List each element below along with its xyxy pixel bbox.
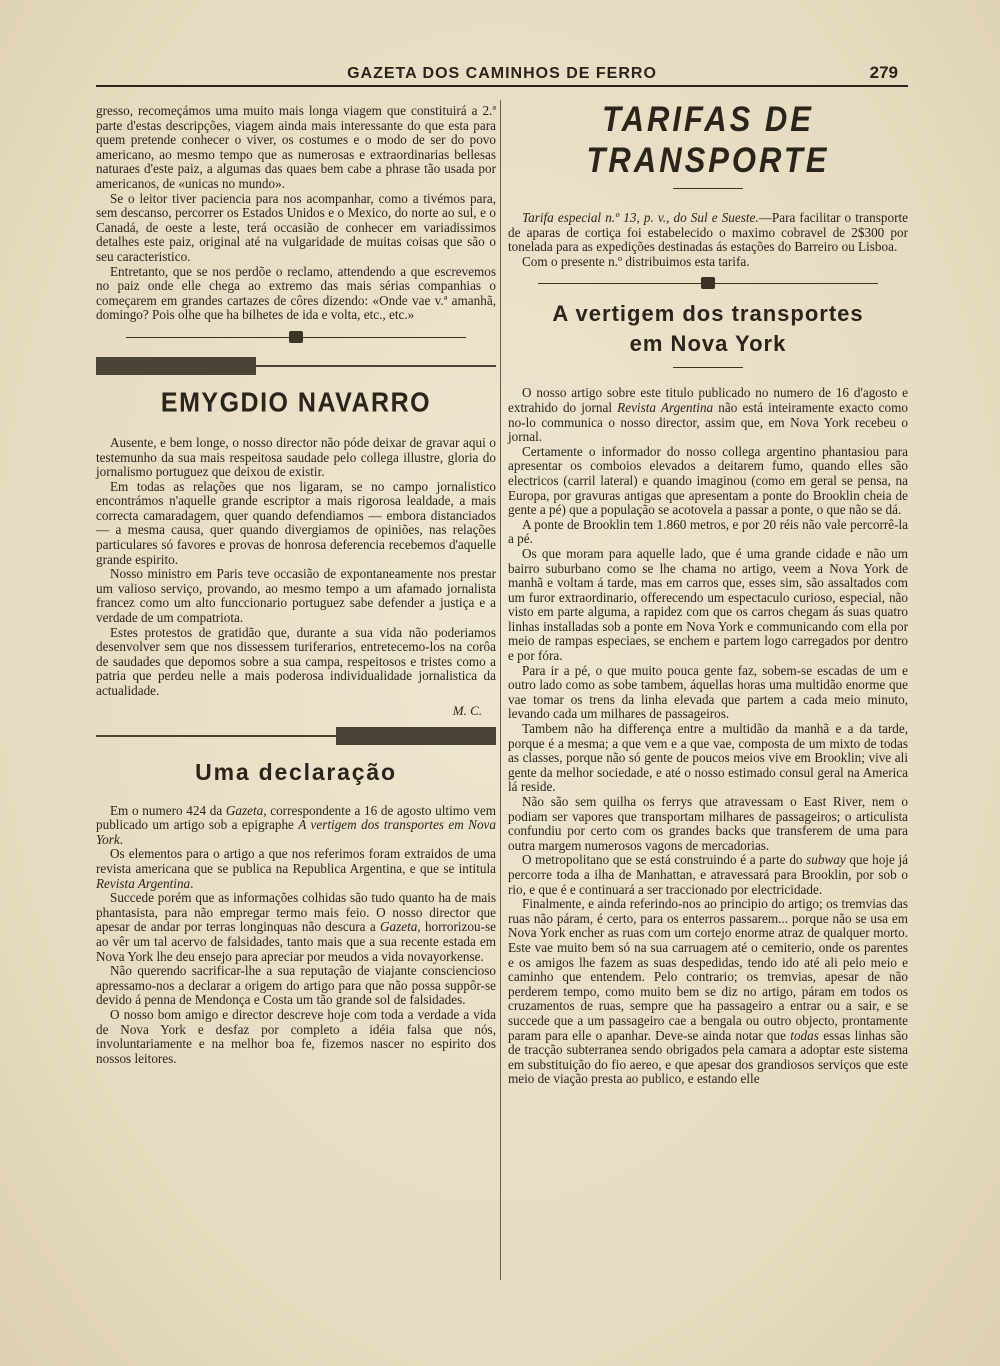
ornament-icon <box>701 277 715 289</box>
tarifas-paragraph-2: Com o presente n.º distribuimos esta tarifa. <box>522 253 750 269</box>
ornament-divider-2 <box>508 275 908 293</box>
intro-paragraph-3: Entretanto, que se nos perdõe o reclamo, attendendo a que escrevemos no paiz onde elle chega ao extremo das mais sérias companhias o começarem em grandes cartazes de côres dizendo: «Onde vae v.ª amanhã, domingo? Pois olhe que ha bilhetes de ida e volta, etc., etc.» <box>96 263 496 323</box>
signature: M. C. <box>452 702 482 718</box>
tarifas-heading: TARIFAS DE TRANSPORTE <box>586 98 830 181</box>
section-banner <box>96 353 496 379</box>
column-divider <box>500 100 501 1280</box>
ornament-divider <box>96 329 496 347</box>
emygdio-paragraph-2: Em todas as relações que nos ligaram, se no campo jornalistico encontrámos n'aquelle grande escriptor a mais rigorosa lealdade, a mais correcta camaradagem, quer quando defendiamos — embora distanciados — a mesma causa, quer quando divergiamos de opiniões, nas relações particulares só favores e provas de honrosa deferencia recebemos d'aquelle grande espirito. <box>96 478 496 567</box>
intro-paragraph-1: gresso, recomeçámos uma muito mais longa viagem que constituirá a 2.ª parte d'estas descripções, viagem ainda mais interessante do que esta para quem pretende conhecer o viver, os costumes e o modo de ser do povo americano, ao mesmo tempo que as numerosas e extraordinarias bellesas naturaes d'este paiz, a algumas das quaes bem cabe a phrase tão usada por americanos, de «unicas no mundo». <box>96 103 496 191</box>
vertigem-paragraph-8: O metropolitano que se está construindo é a parte do subway que hoje já percorre toda a ilha de Manhattan, e atravessará para Brooklin, por sob o rio, e que é e continuará a ser traccionado por electricidade. <box>508 852 908 897</box>
newspaper-title: GAZETA DOS CAMINHOS DE FERRO <box>347 65 657 82</box>
right-column <box>508 98 908 1087</box>
vertigem-heading: A vertigem dos transportes em Nova York <box>552 301 864 357</box>
declaracao-paragraph-5: O nosso bom amigo e director descreve hoje com toda a verdade a vida de Nova York e desfaz por completo a idéia falsa que nós, involuntariamente e na melhor boa fe, fizemos nascer no espirito dos nossos leitores. <box>96 1006 496 1066</box>
vertigem-paragraph-5: Para ir a pé, o que muito pouca gente faz, sobem-se escadas de um e outro lado como as sobe tambem, áquellas horas uma multidão enorme que vae tomar os trens da linha elevada que partem a cada meio minuto, levando cada um milhares de passageiros. <box>508 662 908 722</box>
declaracao-heading: Uma declaração <box>195 758 397 785</box>
vertigem-paragraph-2: Certamente o informador do nosso collega argentino phantasiou para apresentar os comboios elevados a deitarem fumo, quando elles são electricos (carril lateral) e quando imaginou (como em geral se pensa, na Europa, por gravuras antigas que apresentam a ponte do Brooklin cheia de gente a pé) que a população se acotovela a passar a ponte, o que não se dá. <box>508 443 908 518</box>
vertigem-paragraph-1: O nosso artigo sobre este titulo publicado no numero de 16 d'agosto e extrahido do jornal Revista Argentina não está inteiramente exacto como no-lo communica o nosso director, assim que, em Nova York recebeu o jornal. <box>508 385 908 445</box>
ornament-icon <box>289 331 303 343</box>
vertigem-paragraph-7: Não são sem quilha os ferrys que atravessam o East River, nem o podiam ser vapores que transportam milhares de passageiros; o articulista confundiu por certo com os grandes backs que transferem de uma para outra margem numerosos vagons de mercadorias. <box>508 794 908 853</box>
vertigem-rule <box>673 367 743 368</box>
vertigem-paragraph-4: Os que moram para aquelle lado, que é uma grande cidade e não um bairro suburbano como se lhe chama no artigo, veem a Nova York de manhã e voltam á tarde, mas em carros que, esses sim, são assaltados com um furor extraordinario, offerecendo um espectaculo curioso, especial, não visto em parte alguma, a rapidez com que os carros chegam ás suas quatro linhas installadas sob a ponte em Nova York e communicando com ella por meio de rampas especiaes, se enchem e partem logo carregados por dentro e por fóra. <box>508 545 908 664</box>
left-column <box>96 104 496 1066</box>
intro-paragraph-2: Se o leitor tiver paciencia para nos acompanhar, como a tivémos para, sem descanso, percorrer os Estados Unidos e o Mexico, do norte ao sul, e o Canadá, de oeste a leste, terá occasião de conhecer em variadissimos detalhes este paiz, original até na vulgaridade de muitas coisas que são o seu caracteristico. <box>96 190 496 264</box>
vertigem-paragraph-9: Finalmente, e ainda referindo-nos ao principio do artigo; os tremvias das ruas não páram, é certo, para os enterros passarem... porque não se usa em Nova York encher as ruas com um cortejo enorme atraz de qualquer morto. Este vae muito bem só na sua carruagem até o cemiterio, onde os parentes e os amigos lhe fazem as suas despedidas, tendo ido até ali pelo meio e caminho que entendem. Pelo contrario; os tremvias, apesar de não perderem tempo, como muito bem se diz no artigo, páram em todos os cruzamentos de ruas, sempre que ha passageiro a entrar ou a sair, e se succede que a um passageiro cae a bengala ou outro objecto, prontamente param para elle o apanhar. Deve-se ainda notar que todas essas linhas são de tracção subterranea sendo obrigados pela camara a adoptar este sistema em substituição do fio aereo, e que apesar dos grandiosos serviços que este meio de viação presta ao publico, e estando elle <box>508 896 908 1087</box>
emygdio-heading: EMYGDIO NAVARRO <box>160 387 432 419</box>
emygdio-paragraph-1: Ausente, e bem longe, o nosso director não póde deixar de gravar aqui o testemunho da sua mais respeitosa saudade pelo collega illustre, gloria do jornalismo portuguez que deixou de existir. <box>96 434 496 480</box>
declaracao-paragraph-3: Succede porém que as informações colhidas são tudo quanto ha de mais phantasista, para não empregar termo mais feio. O nosso director que apesar de andar por terras longinquas não descura a Gazeta, horrorizou-se ao vêr um tal acervo de falsidades, tanto mais que a sua recente estada em Nova York lhe deu ensejo para apreciar por meudos a vida novayorkense. <box>96 890 496 964</box>
emygdio-paragraph-3: Nosso ministro em Paris teve occasião de expontaneamente nos prestar um valioso serviço, provando, ao mesmo tempo a um afamado jornalista francez como um alto funccionario portuguez sabe defender a justiça e a verdade de um compatriota. <box>96 566 496 626</box>
page-number: 279 <box>869 63 898 82</box>
emygdio-paragraph-4: Estes protestos de gratidão que, durante a sua vida não poderiamos desenvolver sem que nos dissessem turiferarios, entretecemo-los na corôa de saudades que depomos sobre a sua campa, respeitosos e tristes como a patria que perdeu nelle a mais poderosa individualidade jornalistica da actualidade. <box>96 624 496 698</box>
declaracao-paragraph-2: Os elementos para o artigo a que nos referimos foram extraidos de uma revista americana que se publica na Republica Argentina, e que se intitula Revista Argentina. <box>96 846 496 891</box>
declaracao-paragraph-4: Não querendo sacrificar-lhe a sua reputação de viajante consciencioso apressamo-nos a declarar a origem do artigo para que não possa suppôr-se devido á penna de Mendonça e Costa um tão grande sol de falsidades. <box>96 963 496 1008</box>
header-rule <box>96 85 908 87</box>
vertigem-paragraph-6: Tambem não ha differença entre a multidão da manhã e a da tarde, porque é a mesma; a que vem e a que vae, composta de um mixto de todas as classes, porque não só gente de poucos meios vive em Brooklin; vive ali gente da melhor sociedade, e até o nosso estimado consul geral na America lá reside. <box>508 721 908 795</box>
page-header <box>96 62 908 88</box>
section-banner-2 <box>96 723 496 749</box>
declaracao-paragraph-1: Em o numero 424 da Gazeta, correspondente a 16 de agosto ultimo vem publicado um artigo sob a epigraphe A vertigem dos transportes em Nova York. <box>96 802 496 847</box>
tarifas-paragraph-1: Tarifa especial n.º 13, p. v., do Sul e Sueste.—Para facilitar o transporte de aparas de cortiça foi estabelecido o maximo cobravel de 2$300 por tonelada para as expedições destinadas ás estações do Barreiro ou Lisboa. <box>508 210 908 255</box>
tarifas-rule <box>673 188 743 189</box>
vertigem-paragraph-3: A ponte de Brooklin tem 1.860 metros, e por 20 réis não vale percorrê-la a pé. <box>508 516 908 547</box>
